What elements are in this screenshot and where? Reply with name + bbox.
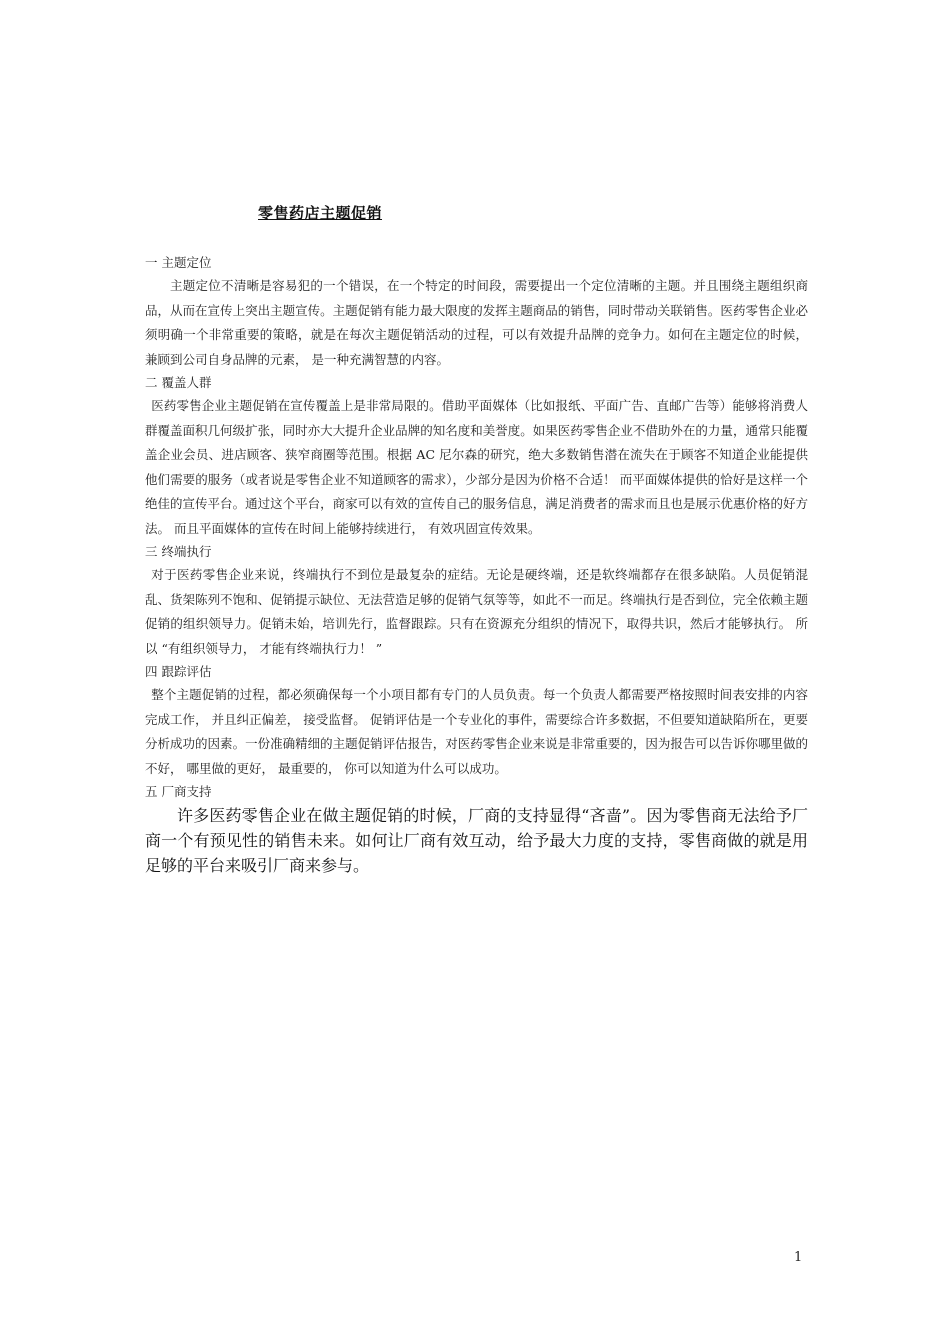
section-heading-manufacturer-support: 五 厂商支持	[145, 784, 212, 799]
section-heading-coverage: 二 覆盖人群	[145, 375, 212, 390]
section-body-execution: 对于医药零售企业来说，终端执行不到位是最复杂的症结。无论是硬终端，还是软终端都存在很多缺陷。人员促销混乱、货架陈列不饱和、促销提示缺位、无法营造足够的促销气氛等等，如此不一而足。终端执行是否到位，完全依赖主题促销的组织领导力。促销未始，培训先行，监督跟踪。只有在资源充分组织的情况下，取得共识，然后才能够执行。 所以 “有组织领导力， 才能有终端执行力！ ”	[145, 567, 808, 656]
section-body-evaluation: 整个主题促销的过程，都必须确保每一个小项目都有专门的人员负责。每一个负责人都需要严格按照时间表安排的内容完成工作， 并且纠正偏差， 接受监督。 促销评估是一个专业化的事件，需要综合许多数据，不但要知道缺陷所在，更要分析成功的因素。一份准确精细的主题促销评估报告，对医药零售企业来说是非常重要的，因为报告可以告诉你哪里做的不好， 哪里做的更好， 最重要的， 你可以知道为什么可以成功。	[145, 687, 808, 776]
document-title: 零售药店主题促销	[258, 204, 383, 222]
page-number: 1	[794, 1250, 803, 1265]
section-body-positioning: 主题定位不清晰是容易犯的一个错误，在一个特定的时间段，需要提出一个定位清晰的主题。并且围绕主题组织商品，从而在宣传上突出主题宣传。主题促销有能力最大限度的发挥主题商品的销售，同时带动关联销售。医药零售企业必须明确一个非常重要的策略，就是在每次主题促销活动的过程，可以有效提升品牌的竞争力。如何在主题定位的时候， 兼顾到公司自身品牌的元素， 是一种充满智慧的内容。	[145, 278, 808, 367]
section-body-coverage: 医药零售企业主题促销在宣传覆盖上是非常局限的。借助平面媒体（比如报纸、平面广告、直邮广告等）能够将消费人群覆盖面积几何级扩张，同时亦大大提升企业品牌的知名度和美誉度。如果医药零售企业不借助外在的力量，通常只能覆盖企业会员、进店顾客、狭窄商圈等范围。根据 AC 尼尔森的研究，绝大多数销售潜在流失在于顾客不知道企业能提供他们需要的服务（或者说是零售企业不知道顾客的需求），少部分是因为价格不合适！ 而平面媒体提供的恰好是这样一个绝佳的宣传平台。通过这个平台，商家可以有效的宣传自己的服务信息，满足消费者的需求而且也是展示优惠价格的好方法。 而且平面媒体的宣传在时间上能够持续进行， 有效巩固宣传效果。	[145, 398, 808, 536]
document-body	[145, 252, 808, 878]
section-heading-positioning: 一 主题定位	[145, 255, 212, 270]
section-heading-execution: 三 终端执行	[145, 544, 212, 559]
section-heading-evaluation: 四 跟踪评估	[145, 664, 212, 679]
section-body-manufacturer-support: 许多医药零售企业在做主题促销的时候，厂商的支持显得“吝啬”。因为零售商无法给予厂商一个有预见性的销售未来。如何让厂商有效互动，给予最大力度的支持，零售商做的就是用足够的平台来吸引厂商来参与。	[145, 806, 808, 875]
